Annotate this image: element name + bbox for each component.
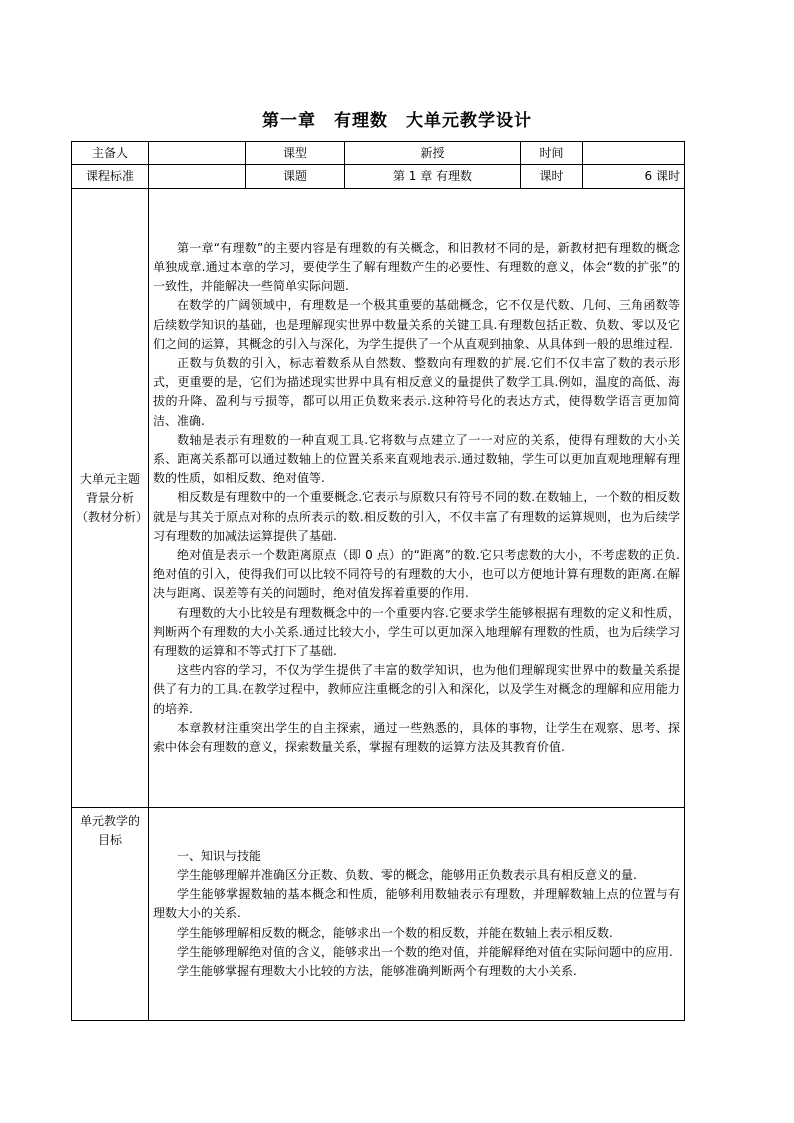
background-analysis-row [72, 189, 685, 808]
objectives-section-title: 一、知识与技能 [177, 848, 262, 863]
unit-objectives-row [72, 808, 685, 1021]
header-row-1 [72, 142, 685, 165]
lesson-plan-table [71, 141, 685, 1021]
unit-objectives-label: 单元教学的目标 [72, 808, 149, 1021]
course-standard-label: 课程标准 [72, 165, 149, 189]
background-paragraph: 第一章“有理数”的主要内容是有理数的有关概念，和旧教材不同的是，新教材把有理数的概念单独成章.通过本章的学习，要使学生了解有理数产生的必要性、有理数的意义，体会“数的扩张”的一致性，并能解决一些简单实际问题. [153, 240, 680, 294]
page-title: 第一章 有理数 大单元教学设计 [262, 111, 532, 131]
background-paragraph: 数轴是表示有理数的一种直观工具.它将数与点建立了一一对应的关系，使得有理数的大小关系、距离关系都可以通过数轴上的位置关系来直观地表示.通过数轴，学生可以更加直观地理解有理数的性质，如相反数、绝对值等. [153, 432, 680, 486]
topic-label: 课题 [246, 165, 345, 189]
course-standard-value [149, 165, 246, 189]
preparer-value [149, 142, 246, 165]
background-paragraph: 这些内容的学习，不仅为学生提供了丰富的数学知识，也为他们理解现实世界中的数量关系提供了有力的工具.在教学过程中，教师应注重概念的引入和深化，以及学生对概念的理解和应用能力的培养. [153, 663, 680, 716]
objective-paragraph: 学生能够理解绝对值的含义，能够求出一个数的绝对值，并能解释绝对值在实际问题中的应用. [177, 944, 673, 959]
lesson-type-value: 新授 [345, 142, 521, 165]
background-paragraph: 相反数是有理数中的一个重要概念.它表示与原数只有符号不同的数.在数轴上，一个数的相反数就是与其关于原点对称的点所表示的数.相反数的引入，不仅丰富了有理数的运算规则，也为后续学习有理数的加减法运算提供了基础. [153, 490, 680, 543]
objective-paragraph: 学生能够理解并准确区分正数、负数、零的概念，能够用正负数表示具有相反意义的量. [177, 867, 637, 882]
lesson-type-label: 课型 [246, 142, 345, 165]
time-label: 时间 [521, 142, 583, 165]
class-hours-value: 6 课时 [583, 165, 685, 189]
objective-paragraph: 学生能够掌握有理数大小比较的方法，能够准确判断两个有理数的大小关系. [177, 964, 577, 978]
unit-objectives-content [149, 808, 685, 1021]
time-value [583, 142, 685, 165]
background-analysis-label: 大单元主题背景分析（教材分析） [72, 189, 149, 808]
class-hours-label: 课时 [521, 165, 583, 189]
header-row-2 [72, 165, 685, 189]
preparer-label: 主备人 [72, 142, 149, 165]
topic-value: 第 1 章 有理数 [345, 165, 521, 189]
background-paragraph: 有理数的大小比较是有理数概念中的一个重要内容.它要求学生能够根据有理数的定义和性质，判断两个有理数的大小关系.通过比较大小，学生可以更加深入地理解有理数的性质，也为后续学习有理数的运算和不等式打下了基础. [153, 605, 680, 659]
objective-paragraph: 学生能够理解相反数的概念，能够求出一个数的相反数，并能在数轴上表示相反数. [177, 925, 613, 940]
background-paragraph: 绝对值是表示一个数距离原点（即 0 点）的“距离”的数.它只考虑数的大小，不考虑数的正负.绝对值的引入，使得我们可以比较不同符号的有理数的大小，也可以方便地计算有理数的距离.在解决与距离、误差等有关的问题时，绝对值发挥着重要的作用. [153, 548, 680, 601]
background-paragraph: 在数学的广阔领域中，有理数是一个极其重要的基础概念，它不仅是代数、几何、三角函数等后续数学知识的基础，也是理解现实世界中数量关系的关键工具.有理数包括正数、负数、零以及它们之间的运算，其概念的引入与深化，为学生提供了一个从直观到抽象、从具体到一般的思维过程. [153, 298, 680, 351]
objective-paragraph: 学生能够掌握数轴的基本概念和性质，能够利用数轴表示有理数，并理解数轴上点的位置与有理数大小的关系. [153, 887, 680, 921]
background-analysis-content [149, 189, 685, 808]
background-paragraph: 正数与负数的引入，标志着数系从自然数、整数向有理数的扩展.它们不仅丰富了数的表示形式，更重要的是，它们为描述现实世界中具有相反意义的量提供了数学工具.例如，温度的高低、海拔的升降、盈利与亏损等，都可以用正负数来表示.这种符号化的表达方式，使得数学语言更加简洁、准确. [153, 355, 680, 428]
background-paragraph: 本章教材注重突出学生的自主探索，通过一些熟悉的，具体的事物，让学生在观察、思考、探索中体会有理数的意义，探索数量关系，掌握有理数的运算方法及其教育价值. [153, 720, 680, 755]
